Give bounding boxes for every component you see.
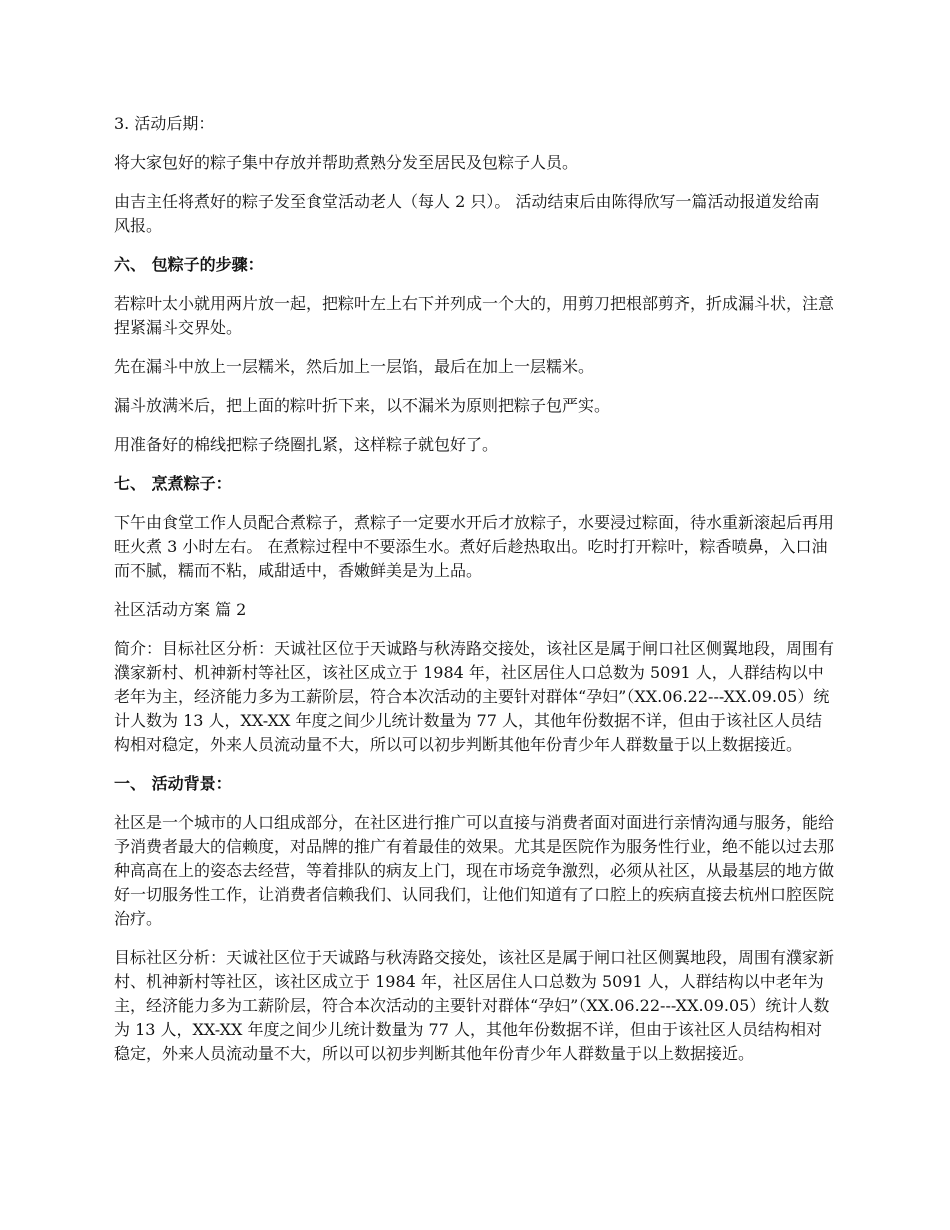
plan-title-2: 社区活动方案 篇 2 xyxy=(114,600,247,619)
paragraph-background: 社区是一个城市的人口组成部分，在社区进行推广可以直接与消费者面对面进行亲情沟通与服务，能给予消费者最大的信赖度，对品牌的推广有着最佳的效果。尤其是医院作为服务性行业，绝不能以过去那种高高在上的姿态去经营，等着排队的病友上门，现在市场竞争激烈，必须从社区，从最基层的地方做好一切服务性工作，让消费者信赖我们、认同我们，让他们知道有了口腔上的疾病直接去杭州口腔医院治疗。 xyxy=(114,813,835,928)
paragraph-cooking: 下午由食堂工作人员配合煮粽子，煮粽子一定要水开后才放粽子，水要浸过粽面，待水重新滚起后再用旺火煮 3 小时左右。 在煮粽过程中不要添生水。煮好后趁热取出。吃时打开粽叶，粽香喷鼻，入口油而不腻，糯而不粘，咸甜适中，香嫩鲜美是为上品。 xyxy=(114,513,835,580)
paragraph-intro: 简介：目标社区分析：天诚社区位于天诚路与秋涛路交接处，该社区是属于闸口社区侧翼地段，周围有濮家新村、机神新村等社区，该社区成立于 1984 年，社区居住人口总数为 5091 人，人群结构以中老年为主，经济能力多为工薪阶层，符合本次活动的主要针对群体“孕妇”（XX.06.22---XX.09.05）统计人数为 13 人，XX-XX 年度之间少儿统计数量为 77 人，其他年份数据不详，但由于该社区人员结构相对稳定，外来人员流动量不大，所以可以初步判断其他年份青少年人群数量于以上数据接近。 xyxy=(114,639,835,754)
step-paragraph-fold: 漏斗放满米后，把上面的粽叶折下来，以不漏米为原则把粽子包严实。 xyxy=(114,396,611,415)
step-paragraph-tie: 用准备好的棉线把粽子绕圈扎紧，这样粽子就包好了。 xyxy=(114,435,499,454)
step-paragraph-rice: 先在漏斗中放上一层糯米，然后加上一层馅，最后在加上一层糯米。 xyxy=(114,357,595,376)
step-paragraph-leaves: 若粽叶太小就用两片放一起，把粽叶左上右下并列成一个大的，用剪刀把根部剪齐，折成漏斗状，注意捏紧漏斗交界处。 xyxy=(114,294,835,337)
paragraph-post-activity-heading: 3. 活动后期： xyxy=(114,114,215,133)
document-page xyxy=(114,112,834,1081)
paragraph-report: 由吉主任将煮好的粽子发至食堂活动老人（每人 2 只）。 活动结束后由陈得欣写一篇活动报道发给南风报。 xyxy=(114,192,820,235)
section-heading-cooking: 七、 烹煮粽子： xyxy=(114,474,232,493)
section-heading-steps: 六、 包粽子的步骤： xyxy=(114,255,264,274)
paragraph-target-community: 目标社区分析：天诚社区位于天诚路与秋涛路交接处，该社区是属于闸口社区侧翼地段，周围有濮家新村、机神新村等社区，该社区成立于 1984 年，社区居住人口总数为 5091 人，人群结构以中老年为主，经济能力多为工薪阶层，符合本次活动的主要针对群体“孕妇”（XX.06.22---XX.09.05）统计人数为 13 人，XX-XX 年度之间少儿统计数量为 77 人，其他年份数据不详，但由于该社区人员结构相对稳定，外来人员流动量不大，所以可以初步判断其他年份青少年人群数量于以上数据接近。 xyxy=(114,948,835,1063)
paragraph-distribute-zongzi: 将大家包好的粽子集中存放并帮助煮熟分发至居民及包粽子人员。 xyxy=(114,153,579,172)
section-heading-background: 一、 活动背景： xyxy=(114,774,232,793)
